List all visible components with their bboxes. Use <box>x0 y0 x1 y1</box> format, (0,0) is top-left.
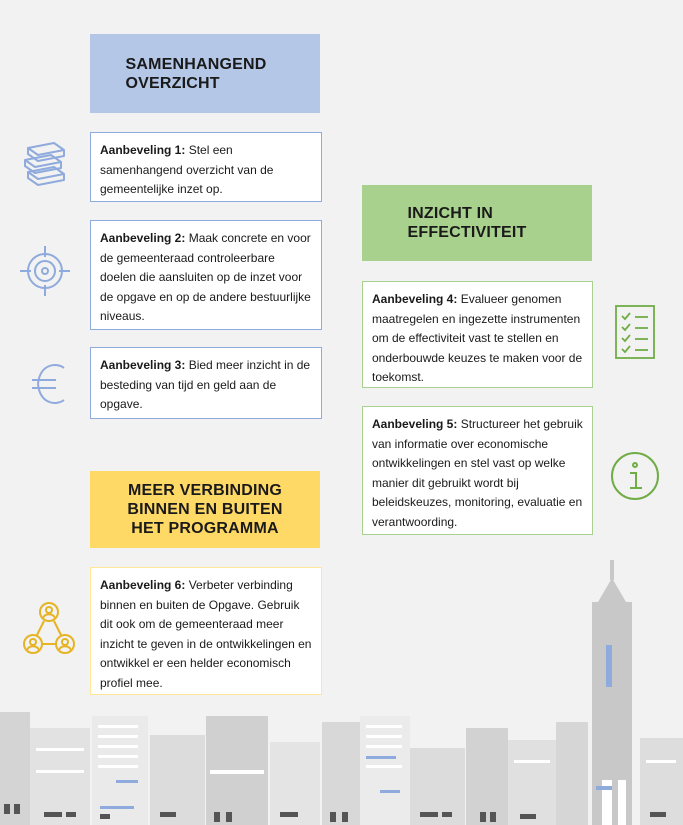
section-title-line: INZICHT IN <box>407 205 494 222</box>
section-title-line: BINNEN EN BUITEN <box>127 501 283 518</box>
section-title-line: MEER VERBINDING <box>127 482 283 499</box>
recommendation-label: Aanbeveling 2: <box>100 231 186 245</box>
recommendation-text: Bied meer inzicht in de besteding van tijd en geld aan de opgave. <box>100 358 311 411</box>
recommendation-text: Evalueer genomen maatregelen en ingezette instrumenten om de effectiviteit vast te stellen en onderbouwde keuzes te maken voor de toekomst. <box>372 292 583 384</box>
recommendation-text: Verbeter verbinding binnen en buiten de Opgave. Gebruik dit ook om de gemeenteraad meer inzicht te geven in de ontwikkelingen en ontwikkel er een helder economisch profiel mee. <box>100 578 312 690</box>
recommendation-label: Aanbeveling 4: <box>372 292 458 306</box>
section-title-line: SAMENHANGEND <box>125 55 267 73</box>
recommendation-label: Aanbeveling 3: <box>100 358 186 372</box>
section-title-line: OVERZICHT <box>125 74 220 92</box>
recommendation-label: Aanbeveling 6: <box>100 578 186 592</box>
recommendation-text: Structureer het gebruik van informatie over economische ontwikkelingen en stel vast op welke manier dit gebruikt wordt bij beleidskeuzes, monitoring, evaluatie en verantwoording. <box>372 417 583 529</box>
recommendation-label: Aanbeveling 5: <box>372 417 458 431</box>
section-title-line: EFFECTIVITEIT <box>407 224 527 241</box>
section-title-line: HET PROGRAMMA <box>131 520 279 537</box>
recommendation-label: Aanbeveling 1: <box>100 143 186 157</box>
recommendation-text: Stel een samenhangend overzicht van de gemeentelijke inzet op. <box>100 143 274 196</box>
recommendation-text: Maak concrete en voor de gemeenteraad controleerbare doelen die aansluiten op de inzet voor de opgave en op de andere bestuurlijke niveaus. <box>100 231 311 323</box>
